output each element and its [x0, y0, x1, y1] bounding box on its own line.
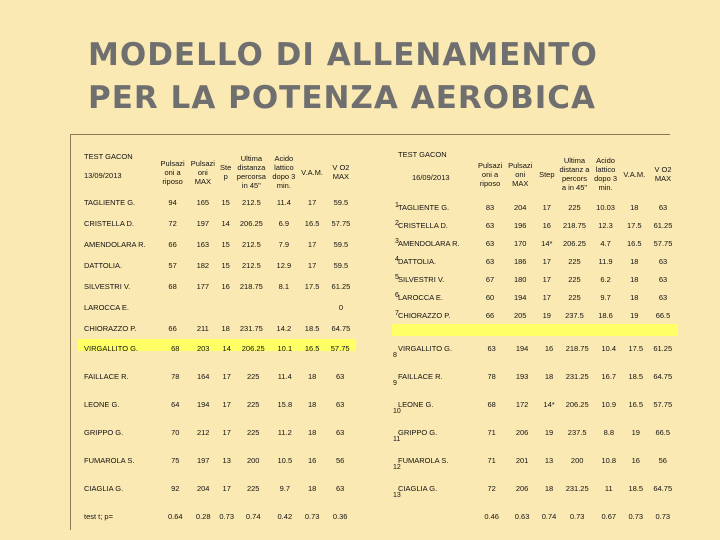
distance-cell: 225 — [246, 399, 260, 409]
lactate-cell: 7.9 — [278, 240, 290, 249]
left-header-vo2max: V O2 MAX — [332, 163, 350, 181]
athlete-name: DATTOLIA. — [84, 261, 123, 270]
resting-pulse-cell: 68 — [171, 343, 180, 353]
athlete-name: CRISTELLA D. — [84, 219, 135, 228]
athlete-name: TAGLIENTE G. — [84, 198, 136, 207]
right-rows-row — [392, 306, 678, 324]
distance-cell: 0.74 — [245, 511, 261, 521]
vo2max-cell: 57.75 — [653, 238, 673, 248]
step-cell: 16 — [542, 220, 551, 230]
step-cell: 18 — [544, 483, 554, 493]
vam-cell: 0.73 — [628, 511, 644, 521]
resting-pulse-cell: 63 — [487, 343, 496, 353]
right-header-max-pulse: Pulsazi oni MAX — [508, 160, 533, 188]
left-header-distance: Ultima distanza percorsa in 45" — [236, 154, 266, 190]
distance-cell: 218.75 — [239, 282, 263, 291]
row-number: 6 — [395, 292, 399, 299]
athlete-name: FUMAROLA S. — [398, 455, 449, 465]
step-cell: 19 — [542, 310, 551, 320]
step-cell: 17 — [542, 256, 551, 266]
step-cell: 14* — [543, 399, 555, 409]
max-pulse-cell: 170 — [513, 238, 527, 248]
resting-pulse-cell: 66 — [168, 240, 177, 249]
left-bottom-row — [78, 502, 356, 530]
max-pulse-cell: 172 — [515, 399, 529, 409]
resting-pulse-cell: 70 — [171, 427, 180, 437]
right-header-vam: V.A.M. — [623, 169, 646, 179]
resting-pulse-cell: 71 — [487, 427, 496, 437]
distance-cell: 212.5 — [241, 240, 261, 249]
distance-cell: 206.25 — [565, 399, 589, 409]
max-pulse-cell: 206 — [515, 427, 529, 437]
left-header-row — [78, 152, 356, 192]
vo2max-cell: 57.75 — [653, 399, 673, 409]
left-header-lactate: Acido lattico dopo 3 min. — [272, 154, 296, 190]
left-rows-row — [78, 276, 356, 297]
lactate-cell: 12.3 — [598, 220, 613, 230]
right-header-lactate: Acido lattico dopo 3 min. — [594, 156, 618, 192]
right-bottom-row — [392, 390, 678, 418]
lactate-cell: 8.8 — [603, 427, 615, 437]
vo2max-cell: 63 — [658, 256, 668, 266]
left-bottom-row — [78, 390, 356, 418]
resting-pulse-cell: 68 — [168, 282, 177, 291]
left-rows-row — [78, 234, 356, 255]
step-cell: 17 — [222, 399, 231, 409]
resting-pulse-cell: 63 — [485, 220, 495, 230]
vam-cell: 19 — [630, 310, 639, 320]
distance-cell: 212.5 — [241, 261, 261, 270]
resting-pulse-cell: 66 — [168, 324, 177, 333]
right-rows-row — [392, 198, 678, 216]
distance-cell — [233, 297, 269, 318]
vo2max-cell: 63 — [335, 427, 345, 437]
athlete-name: CHIORAZZO P. — [84, 324, 137, 333]
divider-vertical — [70, 135, 71, 530]
lactate-cell: 11.4 — [276, 198, 291, 207]
lactate-cell: 15.8 — [277, 399, 293, 409]
athlete-name: DATTOLIA. — [398, 256, 437, 266]
athlete-name: LAROCCA E. — [398, 292, 444, 302]
resting-pulse-cell: 64 — [171, 399, 180, 409]
step-cell — [218, 297, 233, 318]
vam-cell: 18 — [308, 427, 317, 437]
distance-cell: 231.25 — [565, 483, 589, 493]
athlete-name: SILVESTRI V. — [398, 274, 445, 284]
row-number: 8 — [393, 352, 397, 359]
step-cell: 14* — [541, 238, 553, 248]
left-rows-row — [78, 192, 356, 213]
resting-pulse-cell: 94 — [168, 198, 177, 207]
athlete-name: FAILLACE R. — [84, 371, 129, 381]
vo2max-cell: 61.25 — [653, 343, 673, 353]
right-rows-row — [392, 252, 678, 270]
left-rows-row — [78, 297, 356, 318]
left-bottom-row — [78, 362, 356, 390]
distance-cell: 231.25 — [565, 371, 589, 381]
left-header-test: TEST GACON 13/09/2013 — [84, 152, 133, 180]
lactate-cell: 0.67 — [601, 511, 617, 521]
vo2max-cell: 0.73 — [655, 511, 671, 521]
vo2max-cell: 64.75 — [331, 324, 351, 333]
athlete-name: LAROCCA E. — [84, 303, 130, 312]
right-control-table — [392, 334, 678, 530]
right-header-distance: Ultima distanz a percors a in 45" — [559, 156, 590, 192]
max-pulse-cell: 196 — [513, 220, 527, 230]
athlete-name: SILVESTRI V. — [84, 282, 131, 291]
distance-cell: 237.5 — [565, 310, 584, 320]
athlete-name: AMENDOLARA R. — [398, 238, 460, 248]
lactate-cell: 9.7 — [279, 483, 291, 493]
vam-cell: 19 — [631, 427, 640, 437]
lactate-cell: 10.5 — [277, 455, 293, 465]
max-pulse-cell: 186 — [513, 256, 527, 266]
right-header-row — [392, 150, 678, 198]
step-cell: 15 — [221, 261, 230, 270]
step-cell: 14 — [221, 219, 230, 228]
lactate-cell: 8.1 — [278, 282, 290, 291]
distance-cell: 200 — [570, 455, 584, 465]
distance-cell: 225 — [568, 292, 581, 302]
row-number: 2 — [395, 220, 399, 227]
lactate-cell: 16.7 — [601, 371, 617, 381]
vo2max-cell: 63 — [658, 202, 668, 212]
step-cell: 14 — [222, 343, 231, 353]
vam-cell: 18.5 — [628, 371, 644, 381]
vo2max-cell: 66.5 — [655, 310, 671, 320]
resting-pulse-cell: 60 — [485, 292, 495, 302]
vam-cell: 18 — [308, 483, 317, 493]
vo2max-cell: 64.75 — [653, 371, 673, 381]
vam-cell: 18.5 — [304, 324, 320, 333]
resting-pulse-cell: 68 — [487, 399, 496, 409]
max-pulse-cell: 194 — [515, 343, 529, 353]
distance-cell: 206.25 — [562, 238, 586, 248]
lactate-cell: 10.1 — [277, 343, 293, 353]
step-cell: 16 — [544, 343, 554, 353]
vam-cell: 17 — [307, 198, 317, 207]
lactate-cell — [269, 297, 298, 318]
athlete-name: CIAGLIA G. — [84, 483, 124, 493]
distance-cell: 206.25 — [239, 219, 263, 228]
resting-pulse-cell: 92 — [171, 483, 180, 493]
resting-pulse-cell: 71 — [487, 455, 496, 465]
left-rows-row — [78, 213, 356, 234]
distance-cell: 231.75 — [239, 324, 263, 333]
left-rows-row — [78, 255, 356, 276]
row-number: 4 — [395, 256, 399, 263]
athlete-name — [392, 502, 476, 530]
step-cell: 13 — [544, 455, 554, 465]
max-pulse-cell: 203 — [196, 343, 210, 353]
max-pulse-cell: 201 — [515, 455, 529, 465]
vo2max-cell: 59.5 — [333, 198, 349, 207]
right-header-vo2max: V O2 MAX — [654, 165, 672, 183]
vam-cell: 17.5 — [626, 220, 642, 230]
max-pulse-cell — [188, 297, 218, 318]
max-pulse-cell: 194 — [513, 292, 527, 302]
distance-cell: 225 — [246, 371, 260, 381]
step-cell: 0.74 — [541, 511, 557, 521]
right-bottom-row — [392, 418, 678, 446]
right-header-resting-pulse: Pulsazi oni a riposo — [477, 160, 503, 188]
max-pulse-cell: 182 — [196, 261, 210, 270]
step-cell: 18 — [544, 371, 554, 381]
lactate-cell: 11 — [604, 483, 613, 493]
left-bottom-row — [78, 418, 356, 446]
distance-cell: 0.73 — [569, 511, 585, 521]
row-number: 11 — [393, 436, 401, 443]
resting-pulse-cell: 0.64 — [167, 511, 183, 521]
left-header-vam: V.A.M. — [301, 167, 323, 177]
lactate-cell: 6.9 — [278, 219, 290, 228]
resting-pulse-cell: 66 — [485, 310, 495, 320]
row-number: 12 — [393, 464, 401, 471]
max-pulse-cell: 177 — [196, 282, 210, 291]
step-cell: 17 — [222, 483, 231, 493]
vam-cell: 16.5 — [304, 343, 320, 353]
max-pulse-cell: 206 — [515, 483, 529, 493]
athlete-name: LEONE G. — [84, 399, 120, 409]
row-number: 1 — [395, 202, 399, 209]
step-cell: 15 — [221, 198, 230, 207]
lactate-cell: 14.2 — [276, 324, 292, 333]
vam-cell: 18 — [630, 256, 639, 266]
title-line-1: MODELLO DI ALLENAMENTO — [88, 37, 598, 73]
max-pulse-cell: 197 — [196, 219, 210, 228]
vo2max-cell: 66.5 — [655, 427, 671, 437]
step-cell: 15 — [221, 240, 230, 249]
resting-pulse-cell: 63 — [485, 238, 495, 248]
vo2max-cell: 63 — [335, 483, 345, 493]
max-pulse-cell: 212 — [196, 427, 210, 437]
distance-cell: 218.75 — [562, 220, 586, 230]
lactate-cell: 18.6 — [598, 310, 613, 320]
left-bottom-row — [78, 446, 356, 474]
athlete-name: VIRGALLITO G. — [84, 343, 139, 353]
lactate-cell: 6.2 — [600, 274, 611, 284]
left-bottom-row — [78, 474, 356, 502]
distance-cell: 225 — [568, 274, 581, 284]
athlete-name: CRISTELLA D. — [398, 220, 449, 230]
title-line-2: PER LA POTENZA AEROBICA — [88, 80, 596, 116]
vo2max-cell: 56 — [335, 455, 345, 465]
max-pulse-cell: 204 — [513, 202, 527, 212]
athlete-name: CHIORAZZO P. — [398, 310, 451, 320]
row-number: 9 — [393, 380, 397, 387]
left-header-step: Ste p — [220, 163, 232, 181]
vam-cell: 18 — [630, 202, 639, 212]
lactate-cell: 0.42 — [277, 511, 293, 521]
vo2max-cell: 56 — [658, 455, 667, 465]
max-pulse-cell: 180 — [513, 274, 527, 284]
right-rows-row — [392, 216, 678, 234]
step-cell: 17 — [542, 274, 551, 284]
resting-pulse-cell: 72 — [168, 219, 177, 228]
vo2max-cell: 63 — [658, 274, 668, 284]
row-number: 5 — [395, 274, 399, 281]
vo2max-cell: 59.5 — [333, 240, 349, 249]
resting-pulse-cell: 78 — [171, 371, 180, 381]
lactate-cell: 11.2 — [277, 427, 292, 437]
vo2max-cell: 0 — [338, 303, 344, 312]
distance-cell: 225 — [246, 483, 260, 493]
vo2max-cell: 57.75 — [331, 219, 351, 228]
resting-pulse-cell — [157, 297, 187, 318]
max-pulse-cell: 205 — [513, 310, 527, 320]
lactate-cell: 9.7 — [600, 292, 611, 302]
distance-cell: 206.25 — [241, 343, 265, 353]
divider-horizontal — [70, 134, 670, 135]
lactate-cell: 10.4 — [601, 343, 617, 353]
step-cell: 16 — [221, 282, 230, 291]
resting-pulse-cell: 57 — [168, 261, 177, 270]
right-test-table — [392, 150, 678, 336]
vo2max-cell: 0.36 — [332, 511, 348, 521]
right-bottom-row — [392, 334, 678, 362]
max-pulse-cell: 0.63 — [514, 511, 530, 521]
resting-pulse-cell: 83 — [485, 202, 495, 212]
row-number: 13 — [393, 492, 401, 499]
athlete-name: TAGLIENTE G. — [398, 202, 450, 212]
right-rows-row — [392, 270, 678, 288]
vam-cell: 16 — [308, 455, 317, 465]
vam-cell: 18 — [308, 371, 317, 381]
row-number: 3 — [395, 238, 399, 245]
resting-pulse-cell: 63 — [485, 256, 495, 266]
vam-cell: 18 — [308, 399, 317, 409]
right-rows-row — [392, 234, 678, 252]
vo2max-cell: 59.5 — [333, 261, 349, 270]
slide-title — [88, 34, 688, 120]
left-bottom-row — [78, 334, 356, 362]
step-cell: 17 — [542, 292, 551, 302]
athlete-name: LEONE G. — [398, 399, 434, 409]
step-cell: 0.73 — [219, 511, 234, 521]
right-bottom-row — [392, 502, 678, 530]
vam-cell: 17 — [307, 240, 317, 249]
athlete-name: test t; p= — [84, 511, 113, 521]
vam-cell: 17 — [307, 261, 317, 270]
distance-cell: 218.75 — [565, 343, 589, 353]
left-test-table — [78, 152, 356, 351]
max-pulse-cell: 164 — [196, 371, 210, 381]
distance-cell: 225 — [568, 202, 581, 212]
vo2max-cell: 63 — [335, 371, 345, 381]
vam-cell: 17.5 — [628, 343, 644, 353]
step-cell: 18 — [221, 324, 230, 333]
athlete-name: VIRGALLITO G. — [398, 343, 453, 353]
vam-cell: 16 — [631, 455, 640, 465]
distance-cell: 225 — [568, 256, 581, 266]
lactate-cell: 4.7 — [600, 238, 611, 248]
distance-cell: 225 — [246, 427, 260, 437]
lactate-cell: 10.8 — [601, 455, 617, 465]
right-rows-row — [392, 288, 678, 306]
lactate-cell: 11.9 — [598, 256, 613, 266]
left-header-max-pulse: Pulsazi oni MAX — [190, 158, 215, 186]
vam-cell: 0.73 — [304, 511, 320, 521]
resting-pulse-cell: 72 — [487, 483, 496, 493]
athlete-name: FAILLACE R. — [398, 371, 443, 381]
right-bottom-row — [392, 474, 678, 502]
resting-pulse-cell: 78 — [487, 371, 496, 381]
lactate-cell: 10.9 — [601, 399, 617, 409]
vo2max-cell: 61.25 — [653, 220, 673, 230]
step-cell: 19 — [544, 427, 554, 437]
vam-cell: 16.5 — [628, 399, 644, 409]
max-pulse-cell: 165 — [196, 198, 210, 207]
lactate-cell: 10.03 — [596, 202, 615, 212]
vam-cell — [298, 297, 326, 318]
right-header-step: Step — [539, 169, 555, 179]
vam-cell: 18.5 — [628, 483, 644, 493]
vo2max-cell: 63 — [658, 292, 668, 302]
distance-cell: 212.5 — [241, 198, 261, 207]
vam-cell: 18 — [630, 292, 639, 302]
resting-pulse-cell: 0.46 — [484, 511, 499, 521]
right-header-test: TEST GACON 16/09/2013 — [398, 150, 450, 182]
step-cell: 17 — [222, 371, 231, 381]
distance-cell: 237.5 — [567, 427, 587, 437]
athlete-name: CIAGLIA G. — [398, 483, 438, 493]
max-pulse-cell: 197 — [196, 455, 210, 465]
right-bottom-row — [392, 362, 678, 390]
left-header-resting-pulse: Pulsazi oni a riposo — [160, 158, 185, 186]
left-control-table — [78, 334, 356, 530]
lactate-cell: 12.9 — [276, 261, 292, 270]
distance-cell: 200 — [246, 455, 260, 465]
vo2max-cell: 61.25 — [331, 282, 351, 291]
max-pulse-cell: 211 — [196, 324, 209, 333]
row-number: 10 — [393, 408, 401, 415]
vo2max-cell: 63 — [335, 399, 345, 409]
step-cell: 17 — [222, 427, 231, 437]
vam-cell: 16.5 — [626, 238, 642, 248]
athlete-name: FUMAROLA S. — [84, 455, 135, 465]
max-pulse-cell: 0.28 — [195, 511, 211, 521]
resting-pulse-cell: 75 — [171, 455, 180, 465]
max-pulse-cell: 193 — [515, 371, 529, 381]
vam-cell: 18 — [630, 274, 639, 284]
vam-cell: 17.5 — [304, 282, 320, 291]
resting-pulse-cell: 67 — [485, 274, 495, 284]
max-pulse-cell: 194 — [196, 399, 210, 409]
athlete-name: GRIPPO G. — [84, 427, 124, 437]
athlete-name: AMENDOLARA R. — [84, 240, 146, 249]
row-number: 7 — [395, 310, 399, 317]
max-pulse-cell: 204 — [196, 483, 210, 493]
athlete-name: GRIPPO G. — [398, 427, 438, 437]
step-cell: 13 — [222, 455, 231, 465]
max-pulse-cell: 163 — [196, 240, 210, 249]
vo2max-cell: 57.75 — [330, 343, 350, 353]
vo2max-cell: 64.75 — [653, 483, 673, 493]
right-bottom-row — [392, 446, 678, 474]
step-cell: 17 — [542, 202, 551, 212]
vam-cell: 16.5 — [304, 219, 320, 228]
lactate-cell: 11.4 — [277, 371, 292, 381]
